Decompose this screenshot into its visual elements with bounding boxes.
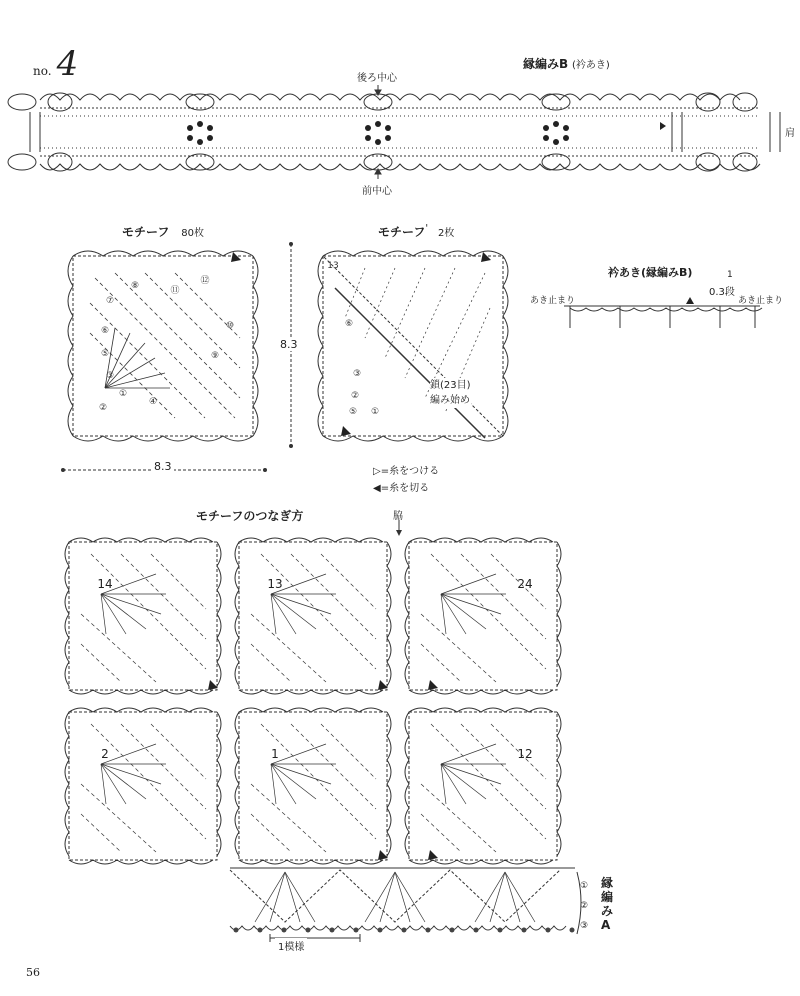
edging-a-picots bbox=[230, 926, 566, 930]
cut-yarn-icon: ◀ bbox=[373, 483, 381, 494]
collar-opening-diagram bbox=[560, 292, 770, 332]
arrow-up-icon bbox=[686, 297, 694, 304]
cut-yarn-marker-icon bbox=[660, 122, 666, 130]
motif1-round-3: ③ bbox=[105, 371, 115, 381]
motif2-top-scallops bbox=[323, 251, 503, 256]
cut-yarn-marker-icon bbox=[428, 850, 438, 860]
motif1-height-label: 8.3 bbox=[280, 338, 298, 351]
motif2-chain-diagonal bbox=[335, 288, 485, 438]
motif2-left-scallops bbox=[318, 256, 323, 436]
collar-opening-stop-right: あき止まり bbox=[738, 296, 784, 306]
motif-14 bbox=[65, 538, 221, 694]
motif-number-1: 1 bbox=[271, 747, 279, 761]
motif-number-24: 24 bbox=[517, 577, 533, 591]
motif2-round-3: ③ bbox=[352, 369, 362, 379]
joining-chart bbox=[55, 528, 585, 870]
motif1-top-scallops bbox=[73, 251, 253, 256]
cut-yarn-marker-icon bbox=[481, 252, 491, 262]
collar-opening-rows: 1 bbox=[727, 270, 733, 280]
collar-opening-depth-value: 0.3 bbox=[709, 287, 725, 298]
collar-opening-scallops bbox=[570, 308, 762, 311]
edging-a-row-3: ③ bbox=[580, 921, 589, 931]
motif-1 bbox=[235, 708, 391, 864]
motif1-left-scallops bbox=[68, 256, 73, 436]
shoulder-label: 肩 bbox=[785, 128, 795, 139]
motif2-title-mark: ' bbox=[425, 223, 429, 234]
motif2-bottom-scallops bbox=[323, 436, 503, 441]
motif2-right-scallops bbox=[503, 256, 508, 436]
motif1-round-1: ① bbox=[118, 389, 128, 399]
motif1-right-scallops bbox=[253, 256, 258, 436]
back-center-label: 後ろ中心 bbox=[357, 73, 397, 84]
collar-opening-title: 衿あき(縁編みB) bbox=[608, 266, 693, 279]
edging-a-row-1: ① bbox=[580, 881, 589, 891]
motif-24 bbox=[405, 538, 561, 694]
legend-cut bbox=[373, 479, 429, 494]
motif2-chain-label: 鎖(23目) bbox=[430, 380, 471, 391]
legend-attach-text: =糸をつける bbox=[380, 466, 440, 477]
motif2-title-text: モチーフ bbox=[378, 225, 426, 239]
motif1-round-8: ⑧ bbox=[130, 281, 140, 291]
cut-yarn-marker-icon bbox=[428, 680, 438, 690]
pattern-number bbox=[33, 44, 78, 84]
motif1-round-2: ② bbox=[98, 403, 108, 413]
cut-yarn-marker-icon bbox=[231, 252, 241, 262]
motif2-round-6: ⑥ bbox=[344, 319, 354, 329]
motif-2 bbox=[65, 708, 221, 864]
lower-scallops bbox=[40, 164, 760, 170]
motif1-width-label: 8.3 bbox=[154, 460, 172, 473]
motif1-round-9: ⑨ bbox=[210, 351, 220, 361]
motif1-title-text: モチーフ bbox=[122, 225, 170, 239]
motif1-round-10: ⑩ bbox=[225, 321, 235, 331]
motif1-round-4: ④ bbox=[148, 397, 158, 407]
collar-strip-diagram bbox=[0, 80, 800, 185]
motif2-start-number: 13 bbox=[327, 261, 339, 271]
motif1-round-5: ⑤ bbox=[100, 349, 110, 359]
pattern-prefix: no. bbox=[33, 64, 52, 78]
motif1-chart bbox=[55, 238, 270, 453]
motif2-start-note bbox=[430, 378, 471, 408]
motif2-round-1: ① bbox=[370, 407, 380, 417]
collar-opening-stop-left: あき止まり bbox=[530, 296, 576, 306]
motif-number-12: 12 bbox=[517, 747, 533, 761]
legend-cut-text: =糸を切る bbox=[380, 483, 430, 494]
motif2-chart bbox=[305, 238, 520, 453]
motif-number-2: 2 bbox=[101, 747, 109, 761]
edging-a-repeat-label: 1模様 bbox=[275, 938, 307, 953]
front-center-label: 前中心 bbox=[362, 186, 392, 197]
border-b-subtitle: (衿あき) bbox=[571, 60, 610, 71]
joining-title: モチーフのつなぎ方 bbox=[196, 509, 304, 523]
edging-a-row-labels bbox=[580, 876, 588, 936]
motif1-count: 80枚 bbox=[181, 228, 204, 239]
side-label: 脇 bbox=[393, 511, 403, 522]
motif-number-14: 14 bbox=[97, 577, 113, 591]
motif1-round-11: ⑪ bbox=[170, 286, 180, 296]
motif-13 bbox=[235, 538, 391, 694]
attach-yarn-icon: ▷ bbox=[373, 466, 381, 477]
pattern-number-digit: 4 bbox=[56, 44, 79, 84]
collar-opening-depth-unit: 段 bbox=[724, 287, 735, 298]
motif2-round-5: ⑤ bbox=[348, 407, 358, 417]
motif-12 bbox=[405, 708, 561, 864]
legend-attach bbox=[373, 462, 439, 477]
edging-a-row-2: ② bbox=[580, 901, 589, 911]
edging-a-label: 縁編みA bbox=[601, 876, 614, 932]
motif2-start-label: 編み始め bbox=[430, 395, 470, 406]
motif1-round-12: ⑫ bbox=[200, 276, 210, 286]
motif1-round-7: ⑦ bbox=[105, 296, 115, 306]
motif1-bottom-scallops bbox=[73, 436, 253, 441]
edging-a-zigzag bbox=[230, 870, 560, 922]
border-b-title bbox=[523, 55, 610, 72]
border-b-title-text: 縁編みB bbox=[523, 57, 569, 71]
edging-a-chart bbox=[225, 862, 585, 948]
motif-number-13: 13 bbox=[267, 577, 283, 591]
cut-yarn-marker-icon bbox=[341, 426, 351, 436]
motif2-count: 2枚 bbox=[437, 228, 455, 239]
motif1-round-6: ⑥ bbox=[100, 326, 110, 336]
motif2-round-2: ② bbox=[350, 391, 360, 401]
page-number: 56 bbox=[26, 966, 40, 979]
upper-scallops bbox=[40, 94, 740, 100]
